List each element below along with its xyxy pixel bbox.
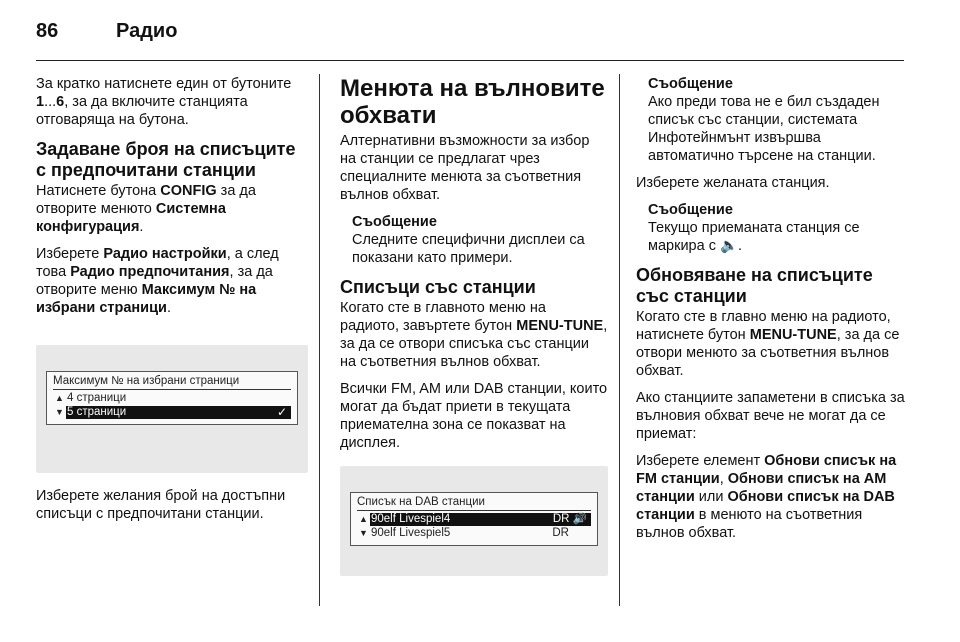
note-auto-search: Съобщение Ако преди това не е бил създаден списък със станции, системата Инфотейнмънт извършва автоматично търсене на станции. [648,76,880,164]
paragraph-select-station: Изберете желаната станция. [636,175,830,191]
station-tag: DR 🔊 [552,513,587,525]
display-screen [350,492,598,546]
column-3 [636,75,908,551]
heading-favourite-lists: Задаване броя на списъците с предпочитани станции [36,139,296,180]
arrow-down-icon: ▼ [55,407,64,417]
page-header [36,20,916,50]
heading-band-menus: Менюта на вълновите обхвати [340,75,605,129]
paragraph-select-count: Изберете желания брой на достъпни списъци с предпочитани станции. [36,488,286,522]
display-row-selected: ▲ 90elf Livespiel4 DR 🔊 [357,513,591,527]
paragraph-update-options: Изберете елемент Обнови списък на FM станции, Обнови списък на AM станции или Обнови списък на DAB станции в менюто на съответния вълнов обхват. [636,453,897,541]
display-screen [46,371,298,425]
column-2 [340,75,608,590]
speaker-icon: 🔊 [572,513,587,525]
paragraph-all-stations: Всички FM, AM или DAB станции, които могат да бъдат приети в текущата приемателна зона се показват на дисплея. [340,381,608,451]
paragraph-radio-settings: Изберете Радио настройки, а след това Радио предпочитания, за да отворите меню Максимум № на избрани страници. [36,246,279,316]
page-title: Радио [116,20,178,42]
display-row-selected: ▼ 5 страници ✓ [53,406,291,420]
speaker-icon: 🔈 [719,238,739,254]
arrow-down-icon: ▼ [359,528,368,538]
paragraph-main-menu: Когато сте в главно меню на радиото, натиснете бутон MENU-TUNE, за да се отвори менюто за съответния вълнов обхват. [636,309,900,379]
paragraph-config: Натиснете бутона CONFIG за да отворите менюто Системна конфигурация. [36,183,256,235]
display-row: ▲ 4 страници [55,392,127,404]
column-divider-2 [619,74,620,606]
page-number: 86 [36,20,59,42]
paragraph-preset-buttons: За кратко натиснете един от бутоните 1...6, за да включите станцията отговаряща на бутона. [36,76,292,128]
note-current-station: Съобщение Текущо приеманата станция се маркира с 🔈. [648,202,860,254]
column-1 [36,75,308,532]
arrow-up-icon: ▲ [55,393,64,403]
checkmark-icon: ✓ [276,405,287,419]
display-illustration-pages [36,345,308,473]
note-examples: Съобщение Следните специфични дисплеи са показани като примери. [352,214,585,266]
heading-update-lists: Обновяване на списъците със станции [636,265,873,306]
header-divider [36,60,904,61]
display-title: Максимум № на избрани страници [53,375,291,390]
display-title: Списък на DAB станции [357,496,591,511]
station-tag: DR [552,527,569,539]
column-divider-1 [319,74,320,606]
display-illustration-dab [340,466,608,576]
arrow-up-icon: ▲ [359,514,368,524]
heading-station-lists: Списъци със станции [340,277,536,297]
paragraph-not-receivable: Ако станциите запаметени в списъка за вълновия обхват вече не могат да се приемат: [636,390,905,442]
display-row: ▼ 90elf Livespiel5 DR [359,527,569,539]
paragraph-alternatives: Алтернативни възможности за избор на станции се предлагат чрез специалните менюта за съответния вълнов обхват. [340,133,590,203]
paragraph-menu-tune: Когато сте в главното меню на радиото, завъртете бутон MENU-TUNE, за да се отвори списъка със станции на съответния вълнов обхват. [340,300,608,370]
